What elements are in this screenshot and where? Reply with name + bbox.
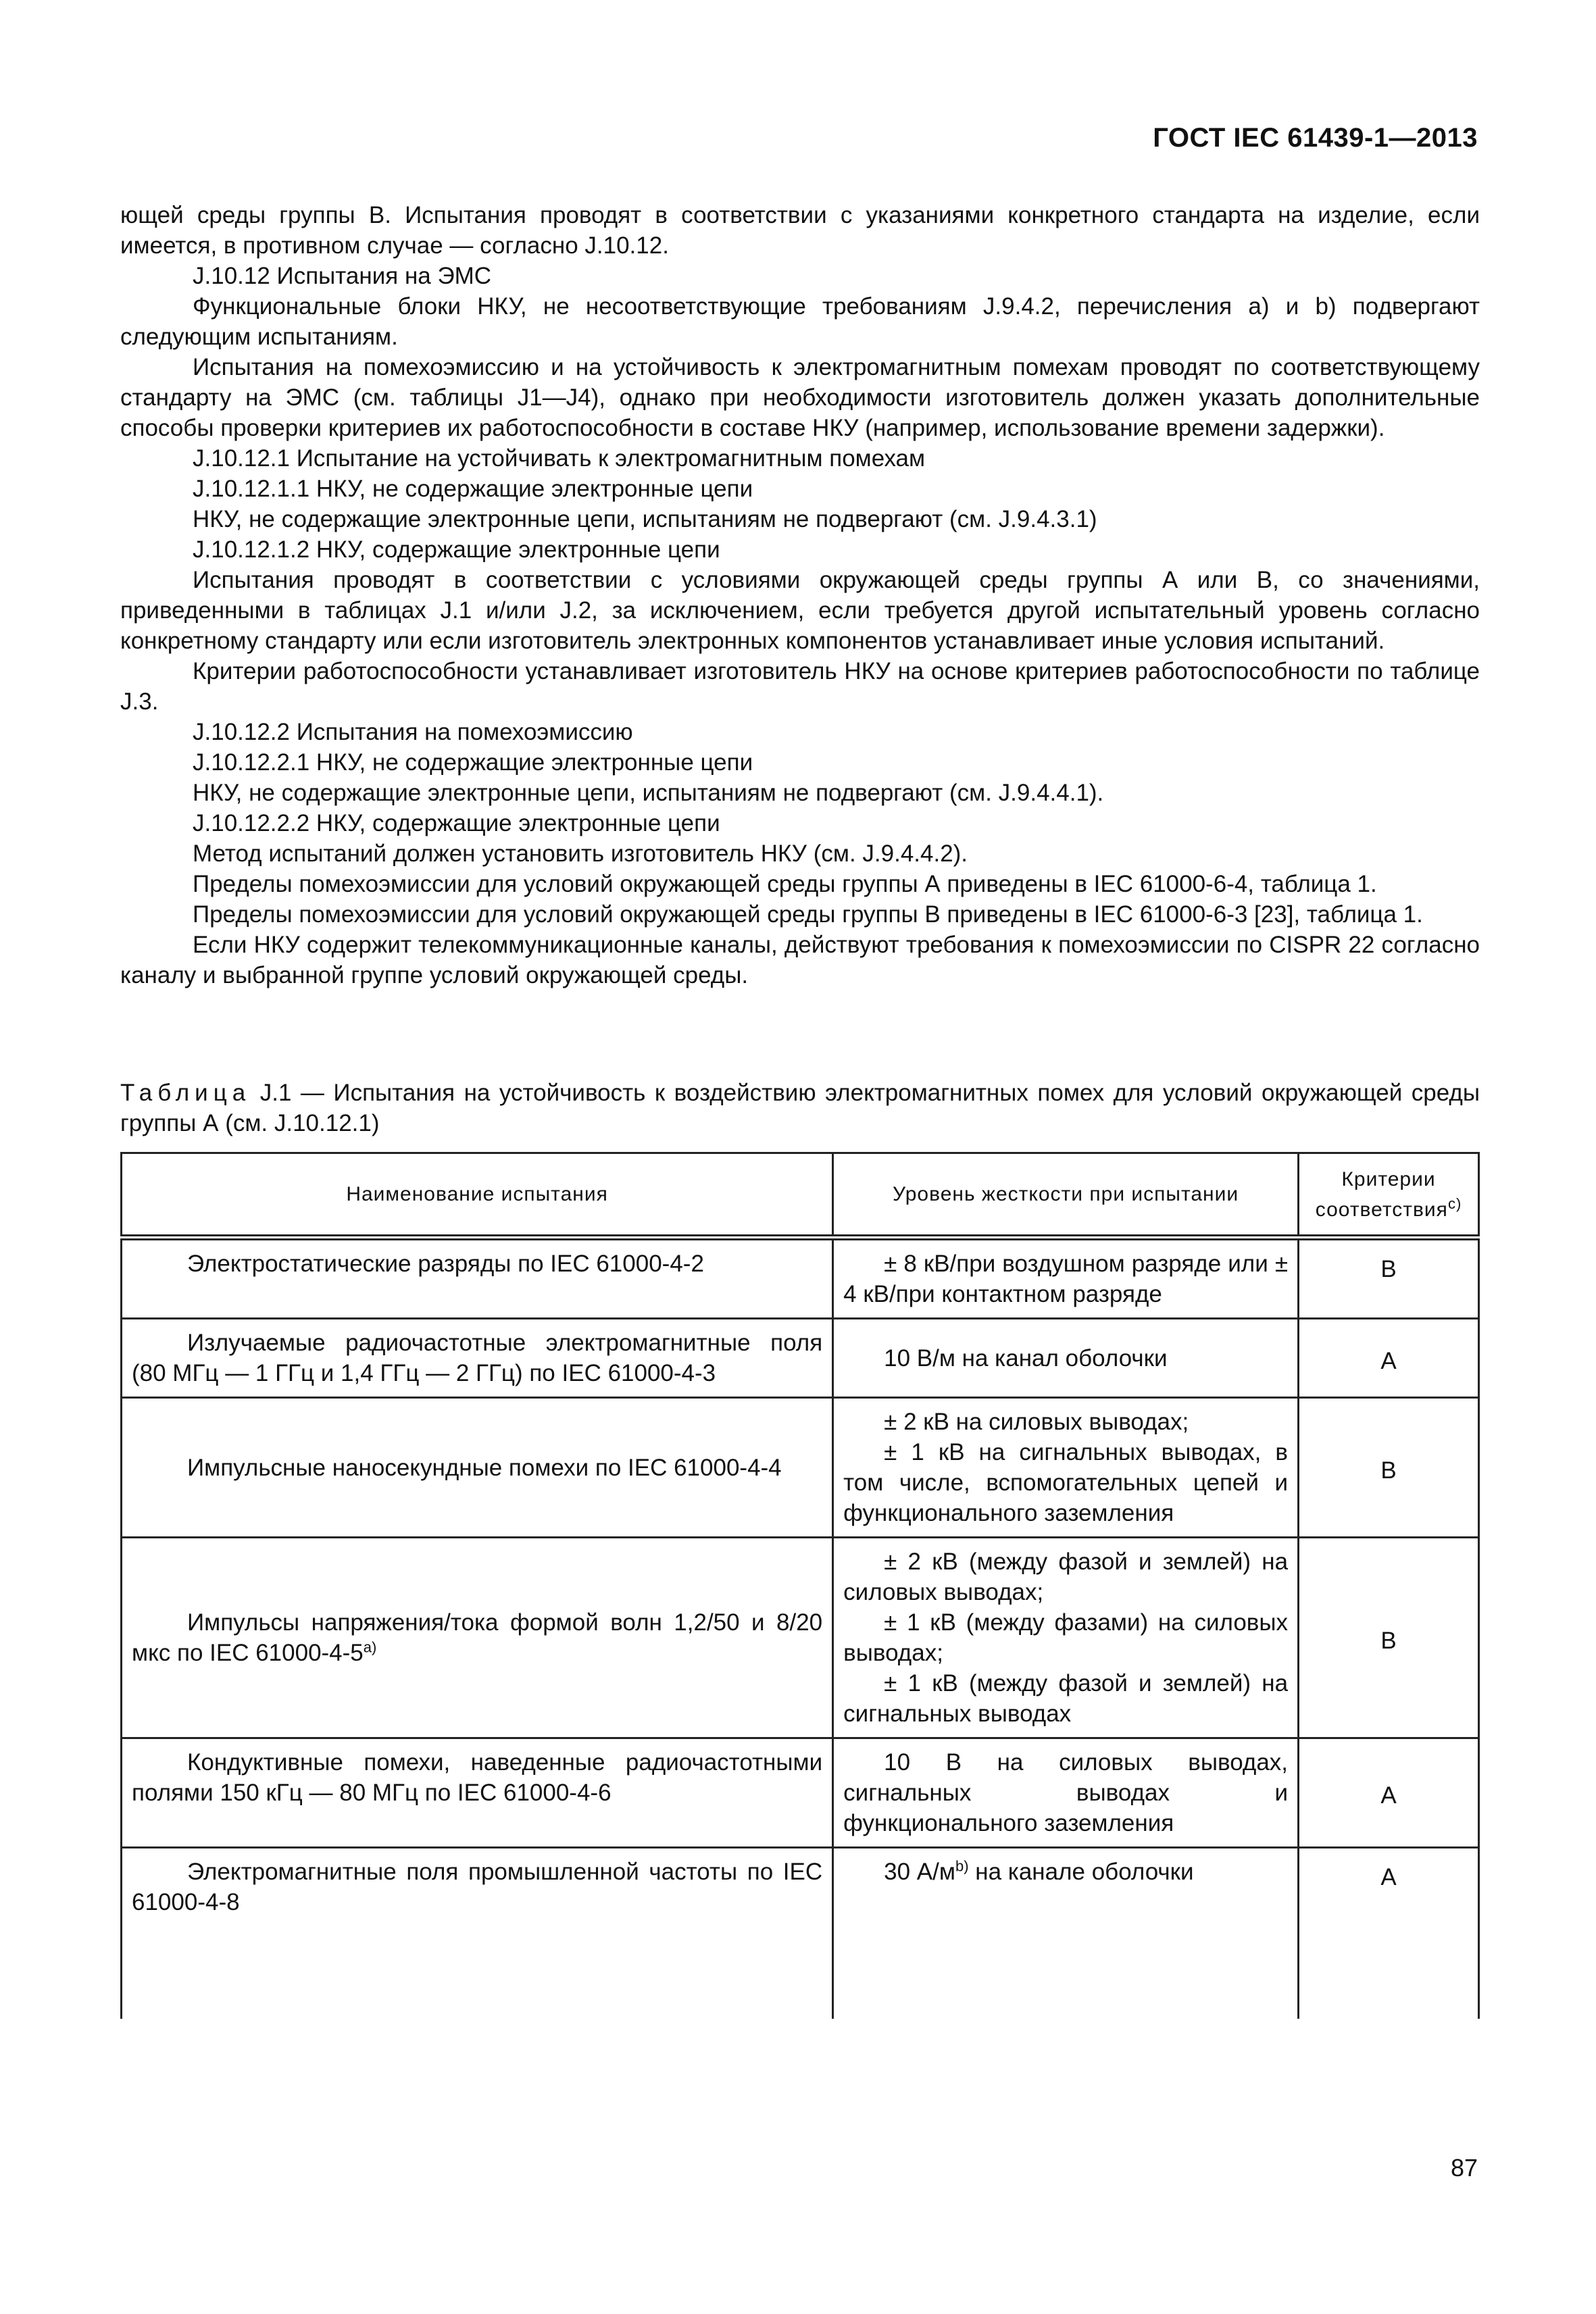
criteria-cell: А: [1299, 1319, 1479, 1398]
body-text: [120, 200, 1480, 990]
severity-level-cell: ± 2 кВ на силовых выводах; ± 1 кВ на сигнальных выводах, в том числе, вспомогательных цепей и функционального заземления: [833, 1398, 1299, 1538]
paragraph: Если НКУ содержит телекоммуникационные каналы, действуют требования к помехоэмиссии по CISPR 22 согласно каналу и выбранной группе условий окружающей среды.: [120, 932, 1480, 988]
test-name-cell: Электростатические разряды по IEC 61000-4-2: [122, 1238, 833, 1319]
severity-level-cell: 30 $А/м^{b)}$ на канале оболочки: [833, 1848, 1299, 2019]
table-caption-label: Таблица: [120, 1080, 251, 1106]
section-heading: J.10.12.2 Испытания на помехоэмиссию: [193, 719, 633, 745]
paragraph: ющей среды группы В. Испытания проводят в соответствии с указаниями конкретного стандарта на изделие, если имеется, в противном случае — согласно J.10.12.: [120, 202, 1480, 259]
paragraph: Критерии работоспособности устанавливает изготовитель НКУ на основе критериев работоспособности по таблице J.3.: [120, 658, 1480, 715]
paragraph: НКУ, не содержащие электронные цепи, испытаниям не подвергают (см. J.9.4.3.1): [193, 506, 1097, 532]
table-row: [122, 1238, 1479, 1319]
paragraph: Метод испытаний должен установить изготовитель НКУ (см. J.9.4.4.2).: [193, 840, 968, 867]
test-name-cell: Кондуктивные помехи, наведенные радиочастотными полями 150 кГц — 80 МГц по IEC 61000-4-6: [122, 1738, 833, 1848]
section-heading: J.10.12.1 Испытание на устойчивать к электромагнитным помехам: [193, 445, 926, 472]
table-row: [122, 1738, 1479, 1848]
test-name-cell: Импульсные наносекундные помехи по IEC 61000-4-4: [122, 1398, 833, 1538]
criteria-cell: А: [1299, 1848, 1479, 2019]
paragraph: Пределы помехоэмиссии для условий окружающей среды группы В приведены в IEC 61000-6-3 [23], таблица 1.: [193, 901, 1423, 928]
table-row: [122, 1538, 1479, 1738]
section-heading: J.10.12.2.1 НКУ, не содержащие электронные цепи: [193, 749, 753, 776]
criteria-cell: В: [1299, 1238, 1479, 1319]
table-row: [122, 1848, 1479, 2019]
table-header-row: [122, 1153, 1479, 1238]
section-heading: J.10.12.1.2 НКУ, содержащие электронные цепи: [193, 536, 720, 563]
criteria-cell: В: [1299, 1398, 1479, 1538]
section-heading: J.10.12 Испытания на ЭМС: [193, 263, 492, 289]
table-caption: [120, 1078, 1480, 1138]
severity-level-cell: ± 2 кВ (между фазой и землей) на силовых выводах; ± 1 кВ (между фазами) на силовых выводах; ± 1 кВ (между фазой и землей) на сигнальных выводах: [833, 1538, 1299, 1738]
criteria-cell: А: [1299, 1738, 1479, 1848]
test-name-cell: Импульсы напряжения/тока формой волн 1,2/50 и 8/20 мкс по IEC 61000-4-5$^{a)}$: [122, 1538, 833, 1738]
header-test-name: Наименование испытания: [122, 1153, 833, 1238]
severity-level-cell: ± 8 кВ/при воздушном разряде или ± 4 кВ/при контактном разряде: [833, 1238, 1299, 1319]
paragraph: Испытания на помехоэмиссию и на устойчивость к электромагнитным помехам проводят по соответствующему стандарту на ЭМС (см. таблицы J1—J4), однако при необходимости изготовитель должен указать дополнительные способы проверки критериев их работоспособности в составе НКУ (например, использование времени задержки).: [120, 354, 1480, 441]
table-row: [122, 1398, 1479, 1538]
page-number: 87: [1450, 2154, 1478, 2182]
severity-level-cell: 10 В на силовых выводах, сигнальных выводах и функционального заземления: [833, 1738, 1299, 1848]
standard-header: ГОСТ IEC 61439-1—2013: [1153, 123, 1478, 153]
header-criteria: Критерии соответствия$^{c)}$: [1299, 1153, 1479, 1238]
criteria-cell: В: [1299, 1538, 1479, 1738]
section-heading: J.10.12.1.1 НКУ, не содержащие электронные цепи: [193, 476, 753, 502]
paragraph: Пределы помехоэмиссии для условий окружающей среды группы А приведены в IEC 61000-6-4, таблица 1.: [193, 871, 1377, 897]
table-caption-text: J.1 — Испытания на устойчивость к воздействию электромагнитных помех для условий окружающей среды группы А (см. J.10.12.1): [120, 1080, 1480, 1136]
severity-level-cell: 10 В/м на канал оболочки: [833, 1319, 1299, 1398]
emc-test-table: [120, 1152, 1480, 2019]
table-row: [122, 1319, 1479, 1398]
header-severity-level: Уровень жесткости при испытании: [833, 1153, 1299, 1238]
paragraph: Испытания проводят в соответствии с условиями окружающей среды группы А или В, со значениями, приведенными в таблицах J.1 и/или J.2, за исключением, если требуется другой испытательный уровень согласно конкретному стандарту или если изготовитель электронных компонентов устанавливает иные условия испытаний.: [120, 567, 1480, 654]
paragraph: НКУ, не содержащие электронные цепи, испытаниям не подвергают (см. J.9.4.4.1).: [193, 780, 1104, 806]
test-name-cell: Излучаемые радиочастотные электромагнитные поля (80 МГц — 1 ГГц и 1,4 ГГц — 2 ГГц) по IEC 61000-4-3: [122, 1319, 833, 1398]
paragraph: Функциональные блоки НКУ, не несоответствующие требованиям J.9.4.2, перечисления a) и b) подвергают следующим испытаниям.: [120, 293, 1480, 350]
test-name-cell: Электромагнитные поля промышленной частоты по IEC 61000-4-8: [122, 1848, 833, 2019]
section-heading: J.10.12.2.2 НКУ, содержащие электронные цепи: [193, 810, 720, 836]
